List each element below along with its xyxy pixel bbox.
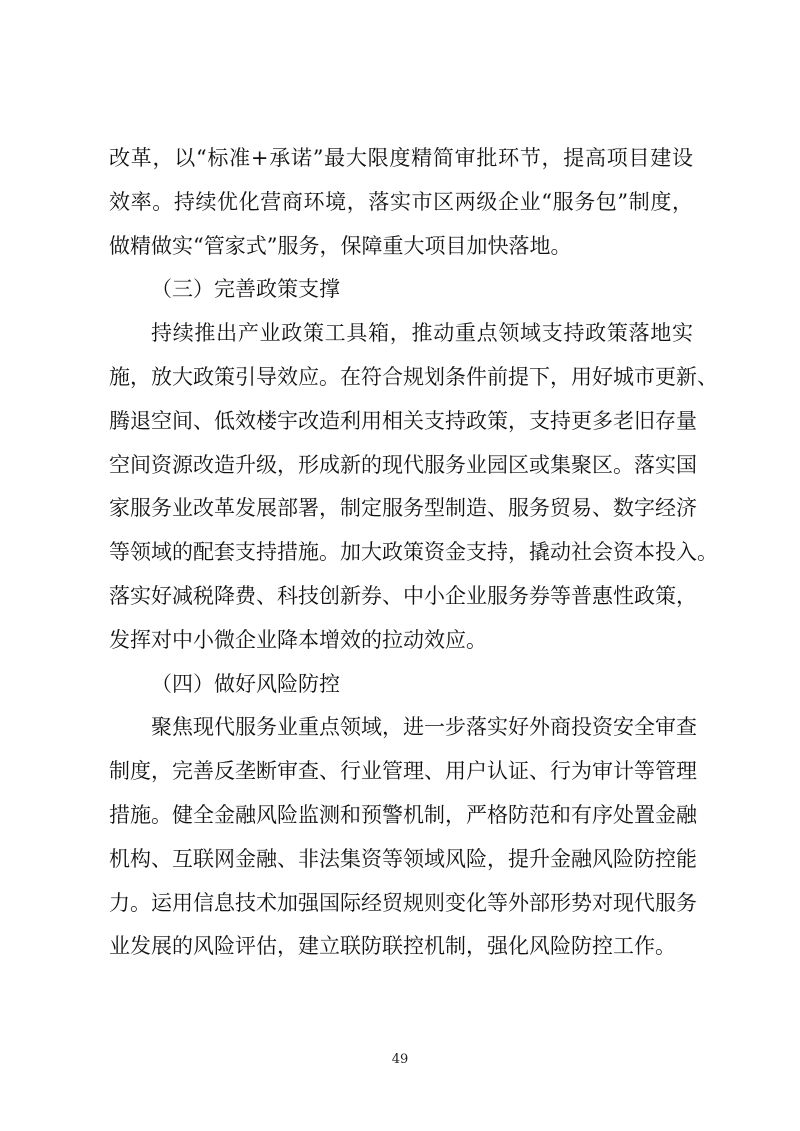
paragraph-line: 力。运用信息技术加强国际经贸规则变化等外部形势对现代服务	[109, 890, 697, 915]
paragraph-line: 持续推出产业政策工具箱，推动重点领域支持政策落地实	[151, 321, 693, 346]
paragraph-line: 效率。持续优化营商环境，落实市区两级企业“服务包”制度，	[109, 189, 693, 214]
paragraph-line: 等领域的配套支持措施。加大政策资金支持，撬动社会资本投入。	[109, 540, 718, 565]
page-number: 49	[391, 1052, 409, 1067]
section-heading: （三）完善政策支撑	[151, 277, 340, 302]
paragraph-line: 措施。健全金融风险监测和预警机制，严格防范和有序处置金融	[109, 802, 697, 827]
paragraph-line: 发挥对中小微企业降本增效的拉动效应。	[109, 627, 487, 652]
paragraph-line: 改革，以“标准+承诺”最大限度精简审批环节，提高项目建设	[109, 146, 693, 170]
paragraph-line: 聚焦现代服务业重点领域，进一步落实好外商投资安全审查	[151, 715, 697, 740]
paragraph-line: 落实好减税降费、科技创新券、中小企业服务券等普惠性政策，	[109, 583, 697, 608]
paragraph-line: 家服务业改革发展部署，制定服务型制造、服务贸易、数字经济	[109, 496, 697, 521]
paragraph-line: 机构、互联网金融、非法集资等领域风险，提升金融风险防控能	[109, 846, 697, 871]
section-heading: （四）做好风险防控	[151, 671, 340, 696]
document-body	[109, 140, 718, 972]
paragraph-line: 腾退空间、低效楼宇改造利用相关支持政策，支持更多老旧存量	[109, 408, 697, 433]
paragraph-line: 制度，完善反垄断审查、行业管理、用户认证、行为审计等管理	[109, 759, 697, 784]
paragraph-line: 做精做实“管家式”服务，保障重大项目加快落地。	[109, 233, 572, 258]
paragraph-line: 施，放大政策引导效应。在符合规划条件前提下，用好城市更新、	[109, 364, 718, 389]
paragraph-line: 业发展的风险评估，建立联防联控机制，强化风险防控工作。	[109, 934, 676, 959]
paragraph-line: 空间资源改造升级，形成新的现代服务业园区或集聚区。落实国	[109, 452, 697, 477]
